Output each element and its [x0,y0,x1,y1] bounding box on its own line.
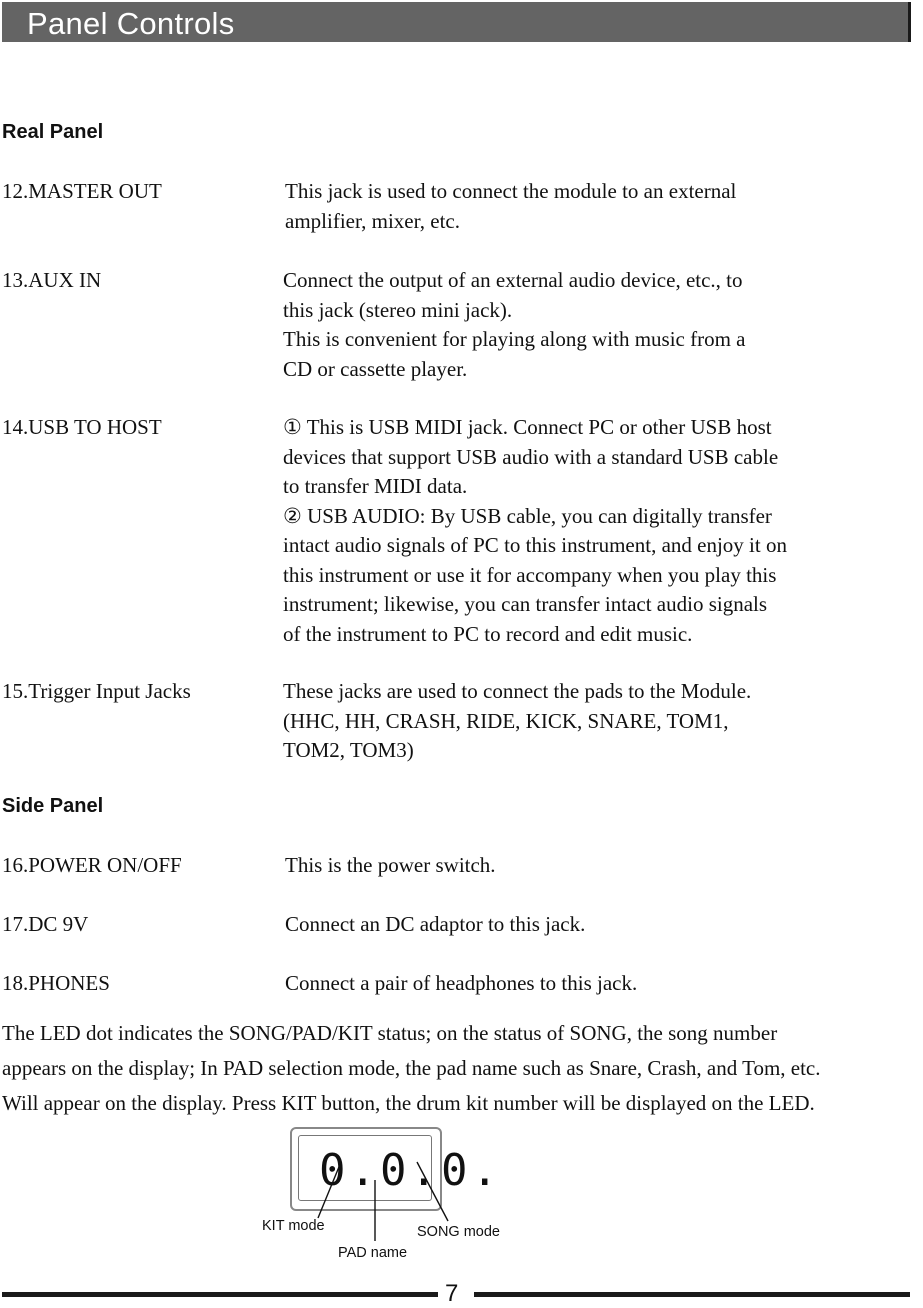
desc-line: Connect the output of an external audio device, etc., to [283,268,743,292]
desc-line: amplifier, mixer, etc. [285,208,460,233]
item-label-power-on-off: 16.POWER ON/OFF [2,853,182,877]
pad-name-label: PAD name [338,1245,408,1261]
footer-rule-right [474,1292,910,1297]
section-heading-real-panel: Real Panel [2,121,104,143]
song-mode-label: SONG mode [417,1224,500,1240]
desc-line: devices that support USB audio with a standard USB cable [283,444,779,469]
page-number: 7 [445,1280,459,1307]
desc-line: Connect an DC adaptor to this jack. [285,912,586,936]
desc-line: ② USB AUDIO: By USB cable, you can digitally transfer [283,503,772,528]
paragraph-line: appears on the display; In PAD selection mode, the pad name such as Snare, Crash, and Tom, etc. [2,1056,821,1080]
item-label-dc-9v: 17.DC 9V [2,912,89,936]
desc-line: to transfer MIDI data. [283,474,468,498]
desc-line: This jack is used to connect the module to an external [285,179,737,203]
item-label-master-out: 12.MASTER OUT [2,179,162,203]
section-heading-side-panel: Side Panel [2,795,104,817]
item-label-trigger-input-jacks: 15.Trigger Input Jacks [2,679,191,703]
kit-pointer-line [318,1162,341,1218]
item-label-phones: 18.PHONES [2,971,110,995]
desc-line: intact audio signals of PC to this instrument, and enjoy it on [283,533,787,557]
desc-line: this instrument or use it for accompany when you play this [283,562,777,587]
paragraph-line: The LED dot indicates the SONG/PAD/KIT status; on the status of SONG, the song number [2,1021,778,1045]
desc-line: this jack (stereo mini jack). [283,297,513,322]
led-digits: 0.0.0. [319,1145,502,1196]
song-pointer-line [417,1162,448,1221]
desc-line: This is the power switch. [285,853,496,877]
desc-line: of the instrument to PC to record and edit music. [283,621,693,646]
kit-mode-label: KIT mode [262,1218,325,1234]
page-title: Panel Controls [27,6,235,41]
footer-rule-left [2,1292,438,1297]
desc-line: Connect a pair of headphones to this jack. [285,971,638,995]
desc-line: instrument; likewise, you can transfer intact audio signals [283,592,768,616]
desc-line: This is convenient for playing along with music from a [283,327,746,351]
desc-line: ① This is USB MIDI jack. Connect PC or other USB host [283,415,772,439]
desc-line: TOM2, TOM3) [283,738,414,762]
desc-line: (HHC, HH, CRASH, RIDE, KICK, SNARE, TOM1, [283,708,729,733]
item-label-usb-to-host: 14.USB TO HOST [2,415,162,439]
desc-line: These jacks are used to connect the pads to the Module. [283,679,752,703]
paragraph-line: Will appear on the display. Press KIT button, the drum kit number will be displayed on the LED. [2,1091,815,1115]
desc-line: CD or cassette player. [283,356,468,381]
item-label-aux-in: 13.AUX IN [2,268,102,292]
